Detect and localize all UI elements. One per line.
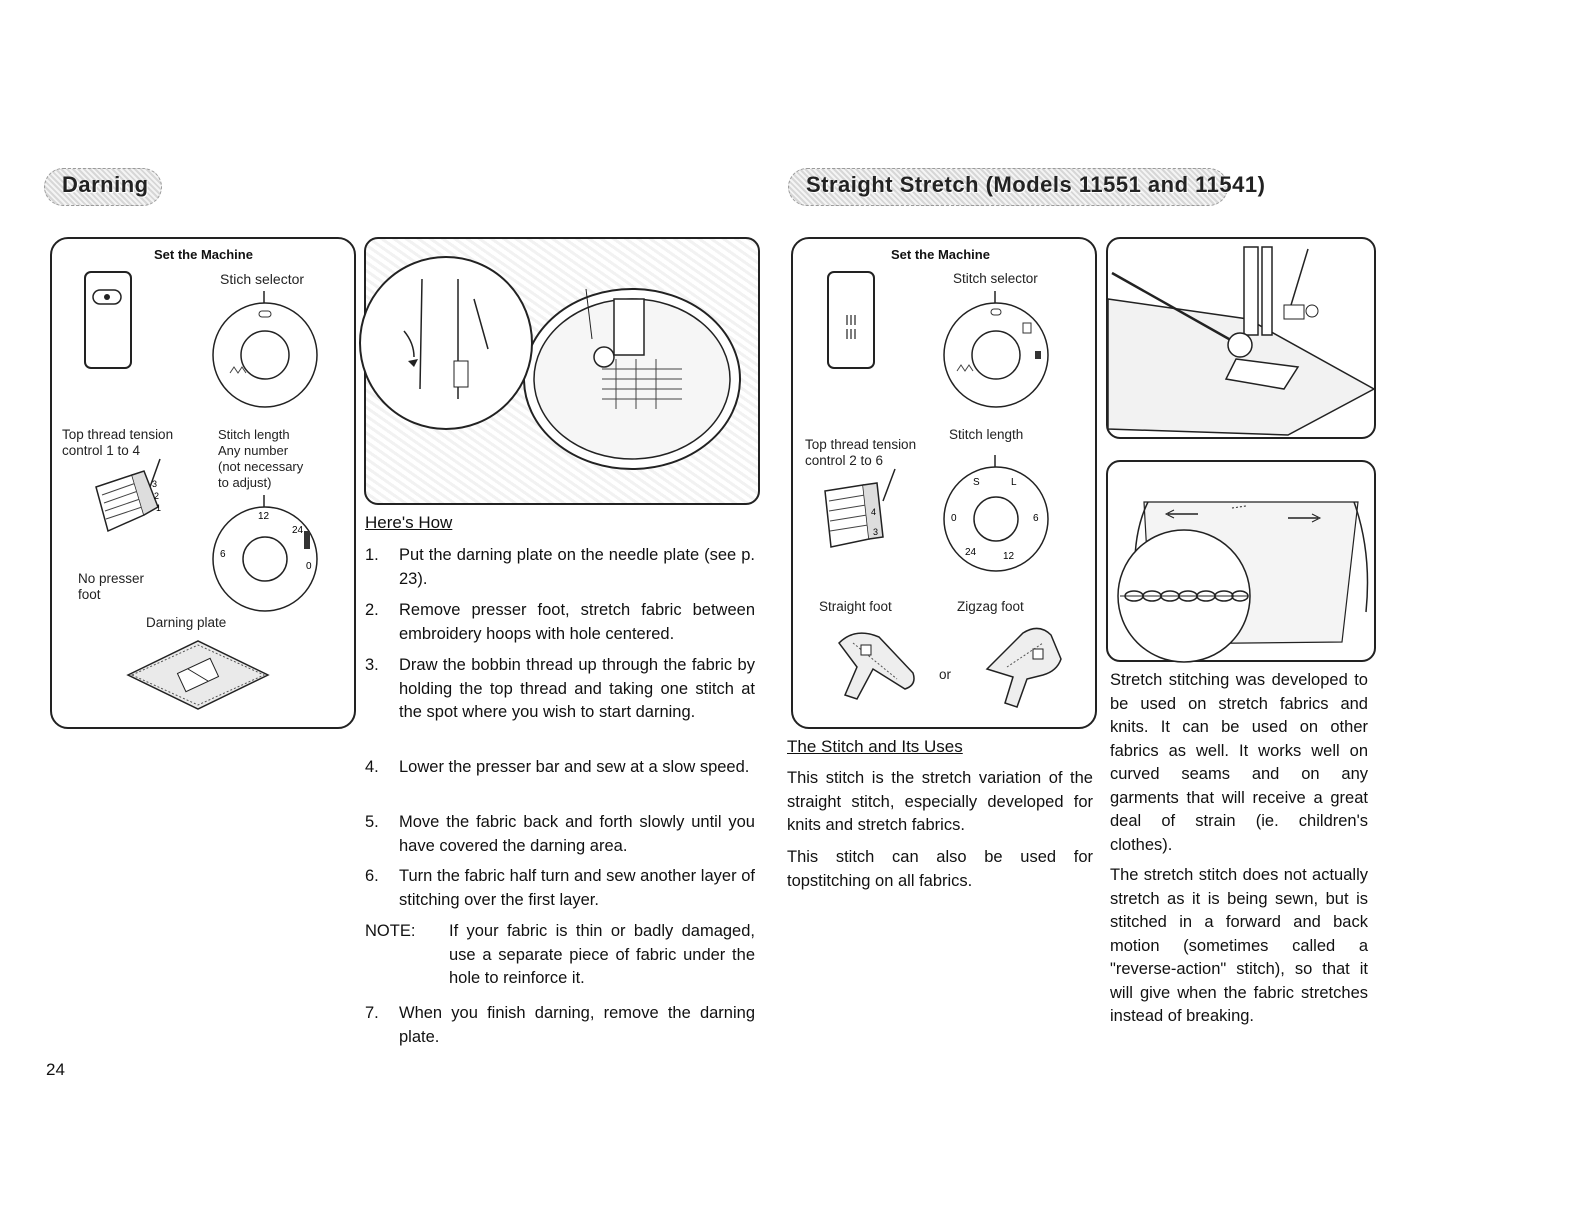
darning-title: Darning <box>62 172 149 197</box>
set-machine-title: Set the Machine <box>891 247 990 262</box>
svg-text:6: 6 <box>1033 513 1039 524</box>
stretch-set-machine-panel <box>791 237 1097 729</box>
page-number: 24 <box>46 1060 65 1079</box>
or-label: or <box>939 667 952 682</box>
straight-stretch-title: Straight Stretch (Models 11551 and 11541) <box>806 172 1266 197</box>
tension-label: Top thread tension control 1 to 4 <box>62 427 174 458</box>
stitch-length-dial-icon <box>210 495 320 611</box>
svg-text:3: 3 <box>152 479 158 489</box>
svg-text:0: 0 <box>306 561 312 572</box>
stitch-uses-para-1: This stitch is the stretch variation of the straight stitch, especially developed for knits and stretch fabrics. <box>787 769 1093 834</box>
svg-text:12: 12 <box>258 511 270 522</box>
stitch-uses-para-2: This stitch can also be used for topstitching on all fabrics. <box>787 848 1093 890</box>
stretch-sewing-illustration <box>1106 237 1376 439</box>
step-number: 3. <box>365 656 379 674</box>
selector-window-icon <box>84 271 134 371</box>
svg-text:S: S <box>973 477 980 488</box>
note-text: If your fabric is thin or badly damaged, use a separate piece of fabric under the hole to reinforce it. <box>449 922 755 987</box>
stitch-selector-dial-icon <box>210 291 320 403</box>
svg-text:24: 24 <box>292 525 304 536</box>
darning-plate-label: Darning plate <box>146 615 227 630</box>
stitch-uses-heading: The Stitch and Its Uses <box>787 737 963 756</box>
svg-text:2: 2 <box>154 491 160 501</box>
tension-dial-icon <box>821 467 911 557</box>
tension-label: Top thread tension control 2 to 6 <box>805 437 917 468</box>
heres-how-heading: Here's How <box>365 513 453 532</box>
stitch-length-dial-icon <box>941 455 1051 571</box>
step-number: 1. <box>365 546 379 564</box>
step-text: Turn the fabric half turn and sew another layer of stitching over the first layer. <box>399 867 755 909</box>
step-number: 7. <box>365 1004 379 1022</box>
stitch-length-label: Stitch length <box>949 427 1024 442</box>
darning-hoop-illustration <box>364 237 760 505</box>
straight-foot-icon <box>827 623 923 719</box>
side-text-para-2: The stretch stitch does not actually stretch as it is being sewn, but is stitched in a forward and back motion (sometimes called a "reverse-action" stitch), so that it will give when the fabric stretches instead of breaking. <box>1110 866 1368 1025</box>
hoop-drawing <box>366 239 762 507</box>
stitch-selector-label: Stitch selector <box>953 271 1038 286</box>
set-machine-title: Set the Machine <box>154 247 253 262</box>
darning-plate-icon <box>118 635 278 715</box>
step-text: Remove presser foot, stretch fabric between embroidery hoops with hole centered. <box>399 601 755 643</box>
zigzag-foot-icon <box>977 619 1073 715</box>
step-number: 2. <box>365 601 379 619</box>
side-text-para-1: Stretch stitching was developed to be used on stretch fabrics and knits. It can be used on other fabrics as well. It works well on curved seams and on any garments that will receive a great deal of strain (ie. children's clothes). <box>1110 671 1368 854</box>
svg-text:0: 0 <box>951 513 957 524</box>
step-text: When you finish darning, remove the darning plate. <box>399 1004 755 1046</box>
note-label: NOTE: <box>365 922 416 940</box>
straight-foot-label: Straight foot <box>819 599 892 614</box>
stretch-fabric-illustration <box>1106 460 1376 662</box>
step-text: Move the fabric back and forth slowly until you have covered the darning area. <box>399 813 755 855</box>
step-text: Lower the presser bar and sew at a slow speed. <box>399 758 750 776</box>
stitch-length-label: Stitch length Any number (not necessary to adjust) <box>218 427 304 490</box>
svg-text:6: 6 <box>220 549 226 560</box>
presser-foot-on-fabric-drawing <box>1108 239 1378 441</box>
step-number: 4. <box>365 758 379 776</box>
svg-text:L: L <box>1011 477 1017 488</box>
svg-text:12: 12 <box>1003 551 1015 562</box>
tension-dial-icon <box>92 457 182 537</box>
step-number: 6. <box>365 867 379 885</box>
step-number: 5. <box>365 813 379 831</box>
svg-text:1: 1 <box>156 503 162 513</box>
stitch-selector-dial-icon <box>941 291 1051 403</box>
step-text: Put the darning plate on the needle plate (see p. 23). <box>399 546 755 588</box>
darning-set-machine-panel <box>50 237 356 729</box>
svg-text:4: 4 <box>871 507 877 517</box>
zigzag-foot-label: Zigzag foot <box>957 599 1024 614</box>
step-text: Draw the bobbin thread up through the fabric by holding the top thread and taking one stitch at the spot where you wish to start darning. <box>399 656 755 721</box>
presser-foot-label: No presser foot <box>78 571 145 602</box>
svg-text:3: 3 <box>873 527 879 537</box>
hands-stretching-fabric-drawing <box>1108 462 1378 664</box>
stitch-selector-label: Stich selector <box>220 271 305 287</box>
svg-text:24: 24 <box>965 547 977 558</box>
selector-window-icon <box>827 271 877 371</box>
